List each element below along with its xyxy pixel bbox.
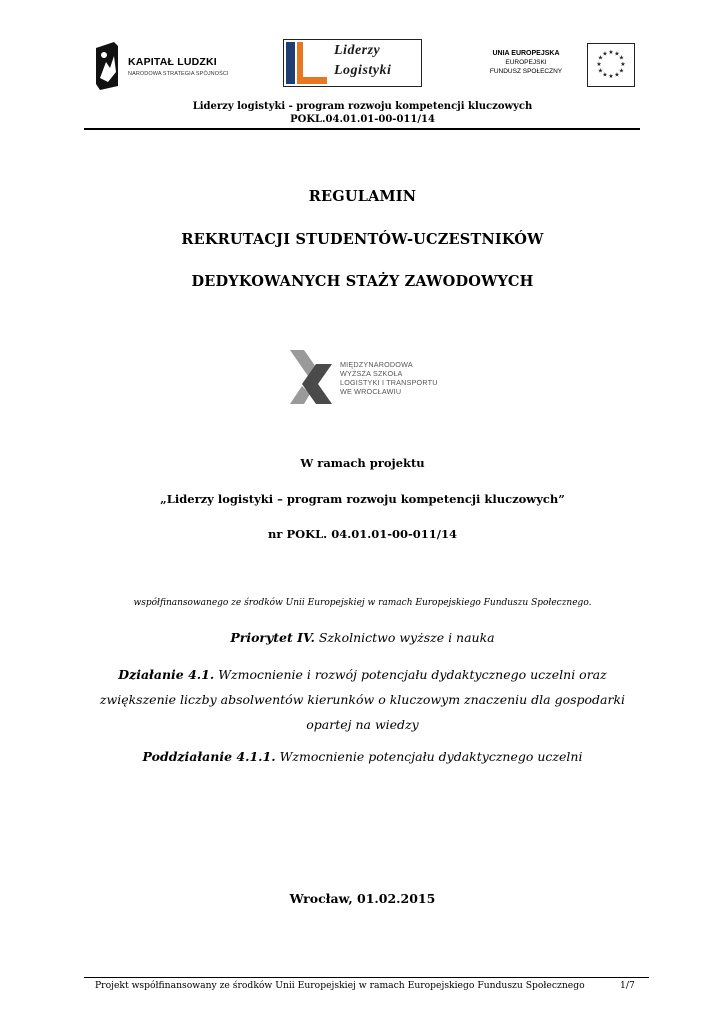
action-text-line3: opartej na wiedzy	[306, 717, 419, 732]
title-line3: DEDYKOWANYCH STAŻY ZAWODOWYCH	[191, 273, 534, 290]
footer-page-number: 1/7	[620, 980, 635, 991]
footer-rule	[84, 977, 649, 978]
eu-logo	[480, 43, 635, 87]
svg-text:★: ★	[602, 71, 608, 79]
svg-text:★: ★	[618, 67, 625, 75]
svg-text:★: ★	[620, 61, 626, 68]
svg-text:★: ★	[614, 71, 620, 79]
university-name-line4: WE WROCŁAWIU	[340, 387, 402, 396]
header-rule	[84, 128, 640, 130]
university-name-line3: LOGISTYKI I TRANSPORTU	[340, 378, 438, 387]
svg-text:★: ★	[608, 49, 614, 56]
priority	[0, 625, 725, 650]
project-name: „Liderzy logistyki – program rozwoju kompetencji kluczowych”	[160, 492, 565, 506]
liderzy-logo-white-block	[303, 42, 327, 77]
project-number: nr POKL. 04.01.01-00-011/14	[268, 527, 457, 541]
liderzy-logistyki-logo	[283, 39, 422, 87]
liderzy-logo-line2: Logistyki	[334, 63, 392, 78]
eu-flag-icon	[587, 43, 635, 87]
university-name	[340, 360, 438, 396]
kapital-ludzki-title: KAPITAŁ LUDZKI	[128, 56, 217, 68]
action-label: Działanie 4.1.	[118, 667, 215, 682]
university-logo	[288, 348, 458, 406]
svg-text:★: ★	[608, 73, 614, 80]
university-name-line2: WYŻSZA SZKOŁA	[340, 369, 403, 378]
kapital-ludzki-subtitle: NARODOWA STRATEGIA SPÓJNOŚCI	[128, 71, 229, 77]
kapital-ludzki-emblem-icon	[92, 42, 122, 90]
title-line1: REGULAMIN	[308, 188, 417, 205]
svg-text:★: ★	[602, 50, 608, 58]
eu-logo-line3: FUNDUSZ SPOŁECZNY	[489, 68, 563, 75]
footer-text: Projekt współfinansowany ze środków Unii Europejskiej w ramach Europejskiego Funduszu Społecznego	[95, 980, 585, 991]
subaction-text: Wzmocnienie potencjału dydaktycznego uczelni	[279, 749, 583, 764]
eu-logo-text	[480, 49, 572, 76]
liderzy-logo-blue-block	[286, 42, 295, 84]
cofinancing-note: współfinansowanego ze środków Unii Europejskiej w ramach Europejskiego Funduszu Społecznego.	[133, 598, 592, 608]
priority-text: Szkolnictwo wyższe i nauka	[318, 630, 495, 645]
eu-logo-line1: UNIA EUROPEJSKA	[492, 50, 560, 57]
svg-text:★: ★	[614, 50, 620, 58]
eu-logo-line2: EUROPEJSKI	[505, 59, 547, 66]
liderzy-logo-line1: Liderzy	[334, 43, 381, 58]
title-line2: REKRUTACJI STUDENTÓW-UCZESTNIKÓW	[181, 231, 544, 248]
svg-text:★: ★	[618, 54, 625, 62]
university-chevron-icon	[288, 348, 334, 406]
university-name-line1: MIĘDZYNARODOWA	[340, 360, 413, 369]
kapital-ludzki-logo	[92, 42, 252, 90]
header-project-code: POKL.04.01.01-00-011/14	[290, 114, 435, 125]
action-text-line1: Wzmocnienie i rozwój potencjału dydaktycznego uczelni oraz	[218, 667, 607, 682]
priority-label: Priorytet IV.	[230, 630, 315, 645]
action	[0, 662, 725, 737]
svg-text:★: ★	[597, 54, 604, 62]
subaction-label: Poddziałanie 4.1.1.	[142, 749, 276, 764]
subaction	[0, 744, 725, 769]
project-intro: W ramach projektu	[300, 456, 425, 470]
svg-text:★: ★	[596, 61, 602, 68]
place-date: Wrocław, 01.02.2015	[289, 891, 436, 906]
header-project-line: Liderzy logistyki - program rozwoju kompetencji kluczowych	[192, 101, 533, 112]
action-text-line2: zwiększenie liczby absolwentów kierunków o kluczowym znaczeniu dla gospodarki	[99, 692, 626, 707]
svg-text:★: ★	[597, 67, 604, 75]
